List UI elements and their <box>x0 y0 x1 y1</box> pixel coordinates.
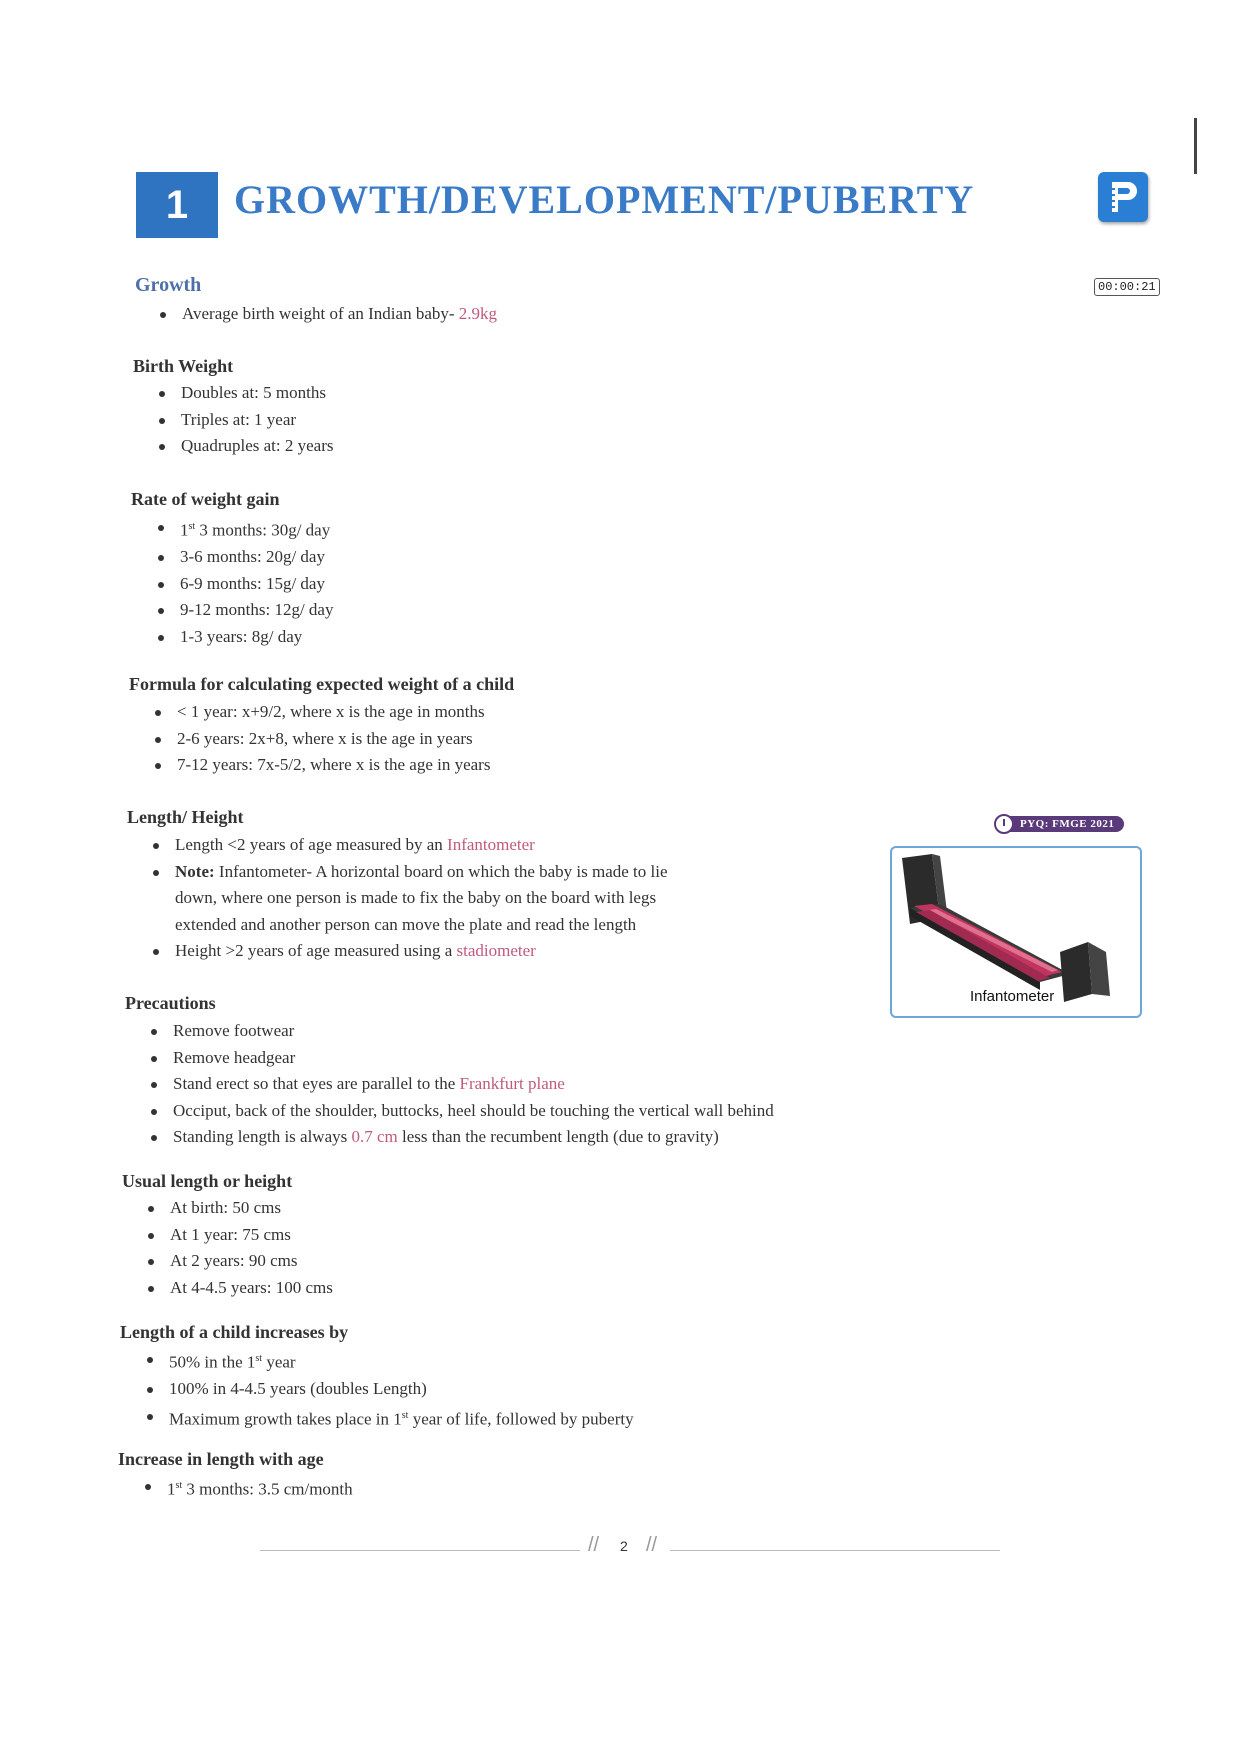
section-title-length-increase: Length of a child increases by <box>120 1322 349 1342</box>
pyq-label: PYQ: FMGE 2021 <box>1008 816 1124 832</box>
chapter-number-box <box>136 172 218 238</box>
list-item: 100% in 4-4.5 years (doubles Length) <box>143 1376 634 1403</box>
length-increase-list <box>143 1346 634 1433</box>
pyq-tag <box>994 814 1124 834</box>
list-item: 9-12 months: 12g/ day <box>154 597 333 624</box>
section-title-formula: Formula for calculating expected weight of a child <box>129 674 515 694</box>
list-item: At 2 years: 90 cms <box>144 1248 333 1275</box>
list-item: At 1 year: 75 cms <box>144 1222 333 1249</box>
video-timestamp[interactable]: 00:00:21 <box>1094 278 1160 296</box>
list-item: 3-6 months: 20g/ day <box>154 544 333 571</box>
growth-list <box>156 301 497 328</box>
formula-list <box>151 699 490 779</box>
list-item: 6-9 months: 15g/ day <box>154 571 333 598</box>
list-item-text: Average birth weight of an Indian baby- <box>182 304 459 323</box>
list-item: Length <2 years of age measured by an Infantometer <box>149 832 668 859</box>
list-item: At 4-4.5 years: 100 cms <box>144 1275 333 1302</box>
list-item: Remove footwear <box>147 1018 774 1045</box>
highlight-frankfurt-plane: Frankfurt plane <box>459 1074 565 1093</box>
section-title-usual-length: Usual length or height <box>122 1171 293 1191</box>
list-item: At birth: 50 cms <box>144 1195 333 1222</box>
list-item: 1st 3 months: 3.5 cm/month <box>141 1473 353 1503</box>
footer-divider-right <box>670 1550 1000 1551</box>
list-item <box>156 301 497 328</box>
usual-length-list <box>144 1195 333 1301</box>
list-item: Occiput, back of the shoulder, buttocks, heel should be touching the vertical wall behind <box>147 1098 774 1125</box>
footer-slash-right: // <box>646 1534 658 1556</box>
list-item: Quadruples at: 2 years <box>155 433 333 460</box>
list-item: 7-12 years: 7x-5/2, where x is the age in years <box>151 752 490 779</box>
chapter-title: GROWTH/DEVELOPMENT/PUBERTY <box>234 177 975 222</box>
list-item: Triples at: 1 year <box>155 407 333 434</box>
list-item: Doubles at: 5 months <box>155 380 333 407</box>
increase-age-list <box>141 1473 353 1503</box>
list-item: Height >2 years of age measured using a stadiometer <box>149 938 668 965</box>
birth-weight-list <box>155 380 333 460</box>
highlight-infantometer: Infantometer <box>447 835 535 854</box>
clock-icon <box>994 814 1014 834</box>
highlight-stadiometer: stadiometer <box>456 941 536 960</box>
section-title-increase-age: Increase in length with age <box>118 1449 324 1469</box>
list-item: < 1 year: x+9/2, where x is the age in months <box>151 699 490 726</box>
list-item: 2-6 years: 2x+8, where x is the age in years <box>151 726 490 753</box>
section-title-birth-weight: Birth Weight <box>133 356 234 376</box>
chapter-number: 1 <box>165 182 189 227</box>
section-title-length-height: Length/ Height <box>127 807 244 827</box>
footer-divider-left <box>260 1550 580 1551</box>
precautions-list <box>147 1018 774 1151</box>
section-title-rate-weight-gain: Rate of weight gain <box>131 489 280 509</box>
p-logo-icon <box>1098 172 1148 222</box>
section-title-precautions: Precautions <box>125 993 216 1013</box>
list-item-note: Note: Infantometer- A horizontal board on which the baby is made to lie down, where one person is made to fix the baby on the board with legs extended and another person can move the plate and read the length <box>149 859 668 939</box>
length-height-list <box>149 832 668 965</box>
page-number: 2 <box>620 1538 628 1554</box>
highlight-value: 2.9kg <box>458 304 498 323</box>
highlight-value: 0.7 cm <box>351 1127 398 1146</box>
list-item: 50% in the 1st year <box>143 1346 634 1376</box>
list-item: Stand erect so that eyes are parallel to the Frankfurt plane <box>147 1071 774 1098</box>
list-item: Remove headgear <box>147 1045 774 1072</box>
footer-slash-left: // <box>588 1534 600 1556</box>
list-item: Standing length is always 0.7 cm less than the recumbent length (due to gravity) <box>147 1124 774 1151</box>
figure-caption: Infantometer <box>970 988 1055 1005</box>
list-item: 1-3 years: 8g/ day <box>154 624 333 651</box>
section-title-growth: Growth <box>135 274 202 296</box>
list-item: 1st 3 months: 30g/ day <box>154 514 333 544</box>
rate-weight-gain-list <box>154 514 333 650</box>
list-item: Maximum growth takes place in 1st year of life, followed by puberty <box>143 1403 634 1433</box>
infantometer-figure <box>890 846 1142 1018</box>
scan-artifact <box>1194 118 1197 174</box>
note-label: Note: <box>175 861 215 881</box>
